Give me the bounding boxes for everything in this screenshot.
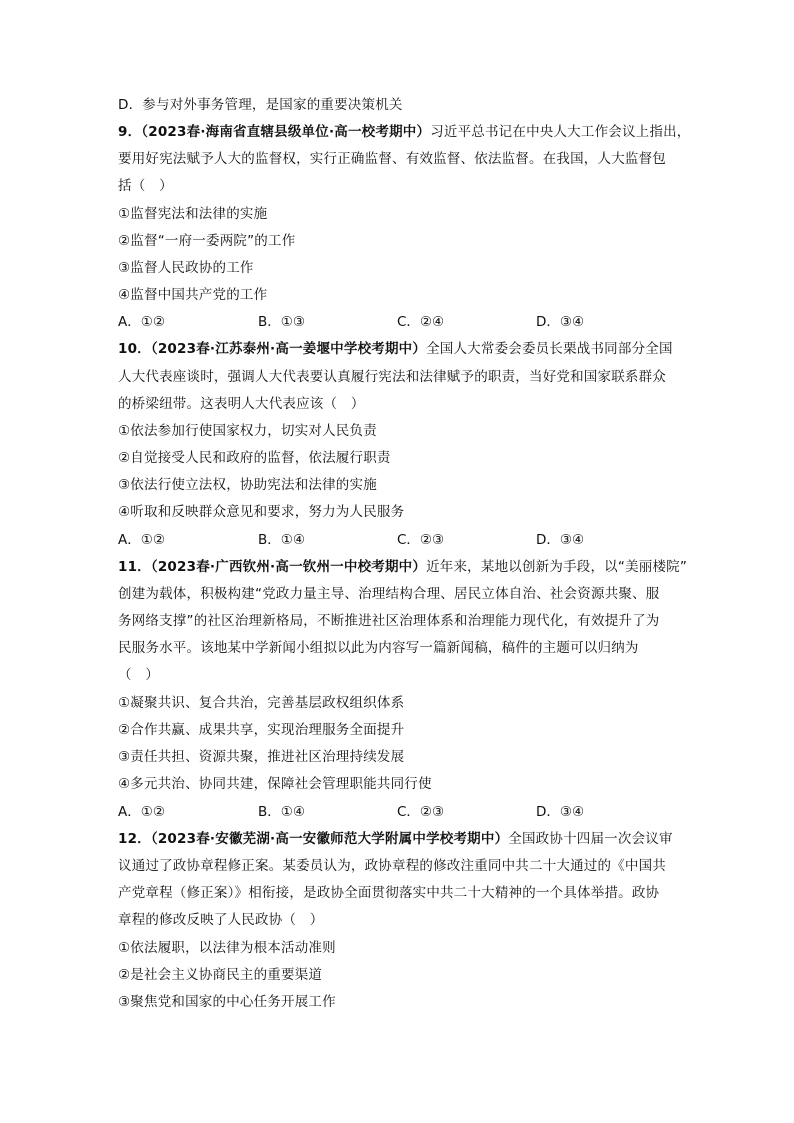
q9-item-1: ①监督宪法和法律的实施 <box>118 206 268 222</box>
q11-item-1: ①凝聚共识、复合共治，完善基层政权组织体系 <box>118 695 405 711</box>
q11-item-2: ②合作共赢、成果共享，实现治理服务全面提升 <box>118 722 405 738</box>
q11-source: （2023春·广西钦州·高一钦州一中校考期中） <box>150 559 427 575</box>
q12-stem-1: 全国政协十四届一次会议审 <box>508 831 673 847</box>
q11-choice-d: D．③④ <box>536 804 585 820</box>
q12-stem-line-1 <box>118 830 673 848</box>
q12-item-3: ③聚焦党和国家的中心任务开展工作 <box>118 994 336 1010</box>
q10-choice-b: B．①④ <box>258 532 305 548</box>
q11-number: 11． <box>118 559 151 575</box>
q10-choice-d: D．③④ <box>536 532 585 548</box>
q10-source: （2023春·江苏泰州·高一姜堰中学校考期中） <box>150 341 427 357</box>
q11-stem-line-5: （ ） <box>118 667 160 683</box>
q11-choice-c: C．②③ <box>397 804 445 820</box>
q10-choice-c: C．②③ <box>397 532 445 548</box>
q9-item-4: ④监督中国共产党的工作 <box>118 287 268 303</box>
q12-item-1: ①依法履职，以法律为根本活动准则 <box>118 940 336 956</box>
q10-item-1: ①依法参加行使国家权力，切实对人民负责 <box>118 423 377 439</box>
q9-stem-line-3: 括（ ） <box>118 178 173 194</box>
q9-choice-c: C．②④ <box>397 314 445 330</box>
q10-stem-line-3: 的桥梁纽带。这表明人大代表应该（ ） <box>118 396 365 412</box>
q10-stem-1: 全国人大常委会委员长栗战书同部分全国 <box>426 341 673 357</box>
q9-stem-line-1 <box>118 123 691 141</box>
q10-item-4: ④听取和反映群众意见和要求，努力为人民服务 <box>118 504 405 520</box>
q9-choice-b: B．①③ <box>258 314 305 330</box>
q9-item-2: ②监督“一府一委两院”的工作 <box>118 233 296 249</box>
q10-stem-line-2: 人大代表座谈时，强调人大代表要认真履行宪法和法律赋予的职责，当好党和国家联系群众 <box>118 369 666 385</box>
q10-choice-a: A．①② <box>118 532 165 548</box>
q11-stem-line-2: 创建为载体，积极构建“党政力量主导、治理结构合理、居民立体自治、社会资源共聚、服 <box>118 586 660 602</box>
q9-item-3: ③监督人民政协的工作 <box>118 260 254 276</box>
q9-choice-d: D．③④ <box>536 314 585 330</box>
q12-source: （2023春·安徽芜湖·高一安徽师范大学附属中学校考期中） <box>150 831 509 847</box>
q11-stem-line-3: 务网络支撑”的社区治理新格局，不断推进社区治理体系和治理能力现代化，有效提升了为 <box>118 613 660 629</box>
q11-choice-a: A．①② <box>118 804 165 820</box>
q9-choice-a: A．①② <box>118 314 165 330</box>
q12-stem-line-2: 议通过了政协章程修正案。某委员认为，政协章程的修改注重同中共二十大通过的《中国共 <box>118 858 666 874</box>
q10-stem-line-1 <box>118 340 673 358</box>
q8-option-d: D．参与对外事务管理，是国家的重要决策机关 <box>118 97 403 113</box>
q9-stem-line-2: 要用好宪法赋予人大的监督权，实行正确监督、有效监督、依法监督。在我国，人大监督包 <box>118 151 666 167</box>
q12-item-2: ②是社会主义协商民主的重要渠道 <box>118 967 323 983</box>
q9-stem-1: 习近平总书记在中央人大工作会议上指出， <box>430 124 691 140</box>
q10-number: 10． <box>118 341 151 357</box>
q11-item-3: ③责任共担、资源共聚，推进社区治理持续发展 <box>118 749 405 765</box>
q11-item-4: ④多元共治、协同共建，保障社会管理职能共同行使 <box>118 776 432 792</box>
q10-item-3: ③依法行使立法权，协助宪法和法律的实施 <box>118 477 377 493</box>
q11-stem-line-4: 民服务水平。该地某中学新闻小组拟以此为内容写一篇新闻稿，稿件的主题可以归纳为 <box>118 640 639 656</box>
q9-number: 9． <box>118 124 142 140</box>
q11-choice-b: B．①④ <box>258 804 305 820</box>
q9-source: （2023春·海南省直辖县级单位·高一校考期中） <box>141 124 431 140</box>
q10-item-2: ②自觉接受人民和政府的监督，依法履行职责 <box>118 450 391 466</box>
q12-number: 12． <box>118 831 151 847</box>
q12-stem-line-3: 产党章程（修正案）》相衔接，是政协全面贯彻落实中共二十大精神的一个具体举措。政协 <box>118 885 660 901</box>
q11-stem-line-1 <box>118 558 687 576</box>
q12-stem-line-4: 章程的修改反映了人民政协（ ） <box>118 912 324 928</box>
q11-stem-1: 近年来，某地以创新为手段，以“美丽楼院” <box>426 559 688 575</box>
